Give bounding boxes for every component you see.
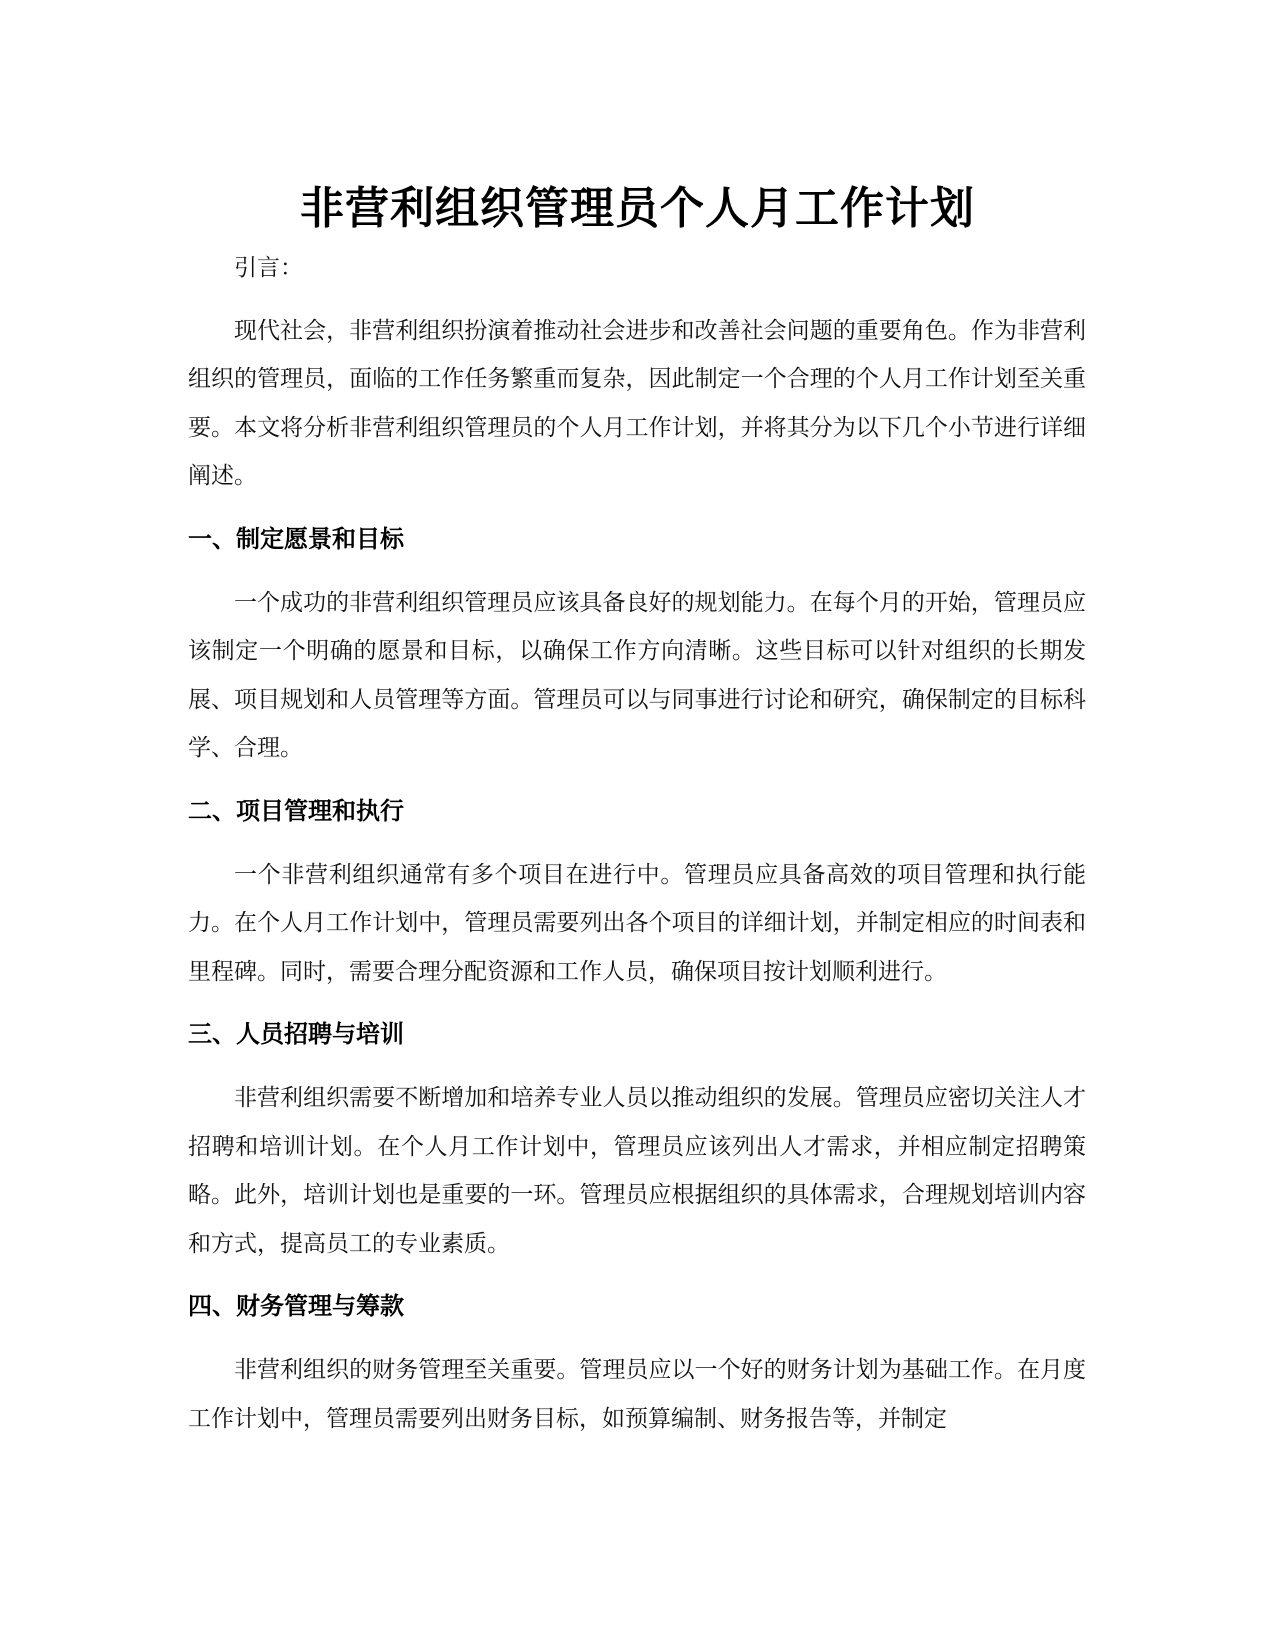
section-heading-finance-fundraising: 四、财务管理与筹款 <box>188 1292 404 1320</box>
section-paragraph-recruitment-training: 非营利组织需要不断增加和培养专业人员以推动组织的发展。管理员应密切关注人才招聘和培训计划。在个人月工作计划中，管理员应该列出人才需求，并相应制定招聘策略。此外，培训计划也是重要的一环。管理员应根据组织的具体需求，合理规划培训内容和方式，提高员工的专业素质。 <box>188 1085 1086 1257</box>
document-body <box>188 244 1086 1455</box>
intro-paragraph: 现代社会，非营利组织扮演着推动社会进步和改善社会问题的重要角色。作为非营利组织的管理员，面临的工作任务繁重而复杂，因此制定一个合理的个人月工作计划至关重要。本文将分析非营利组织管理员的个人月工作计划，并将其分为以下几个小节进行详细阐述。 <box>188 317 1086 489</box>
section-heading-project-management: 二、项目管理和执行 <box>188 796 404 825</box>
document-title: 非营利组织管理员个人月工作计划 <box>300 183 975 235</box>
section-paragraph-project-management: 一个非营利组织通常有多个项目在进行中。管理员应具备高效的项目管理和执行能力。在个人月工作计划中，管理员需要列出各个项目的详细计划，并制定相应的时间表和里程碑。同时，需要合理分配资源和工作人员，确保项目按计划顺利进行。 <box>188 861 1086 985</box>
section-heading-recruitment-training: 三、人员招聘与培训 <box>188 1020 404 1048</box>
section-paragraph-finance-fundraising: 非营利组织的财务管理至关重要。管理员应以一个好的财务计划为基础工作。在月度工作计划中，管理员需要列出财务目标，如预算编制、财务报告等，并制定 <box>188 1357 1086 1432</box>
section-paragraph-vision-goals: 一个成功的非营利组织管理员应该具备良好的规划能力。在每个月的开始，管理员应该制定一个明确的愿景和目标，以确保工作方向清晰。这些目标可以针对组织的长期发展、项目规划和人员管理等方面。管理员可以与同事进行讨论和研究，确保制定的目标科学、合理。 <box>188 589 1086 761</box>
intro-label: 引言： <box>234 255 303 281</box>
section-heading-vision-goals: 一、制定愿景和目标 <box>188 524 404 553</box>
